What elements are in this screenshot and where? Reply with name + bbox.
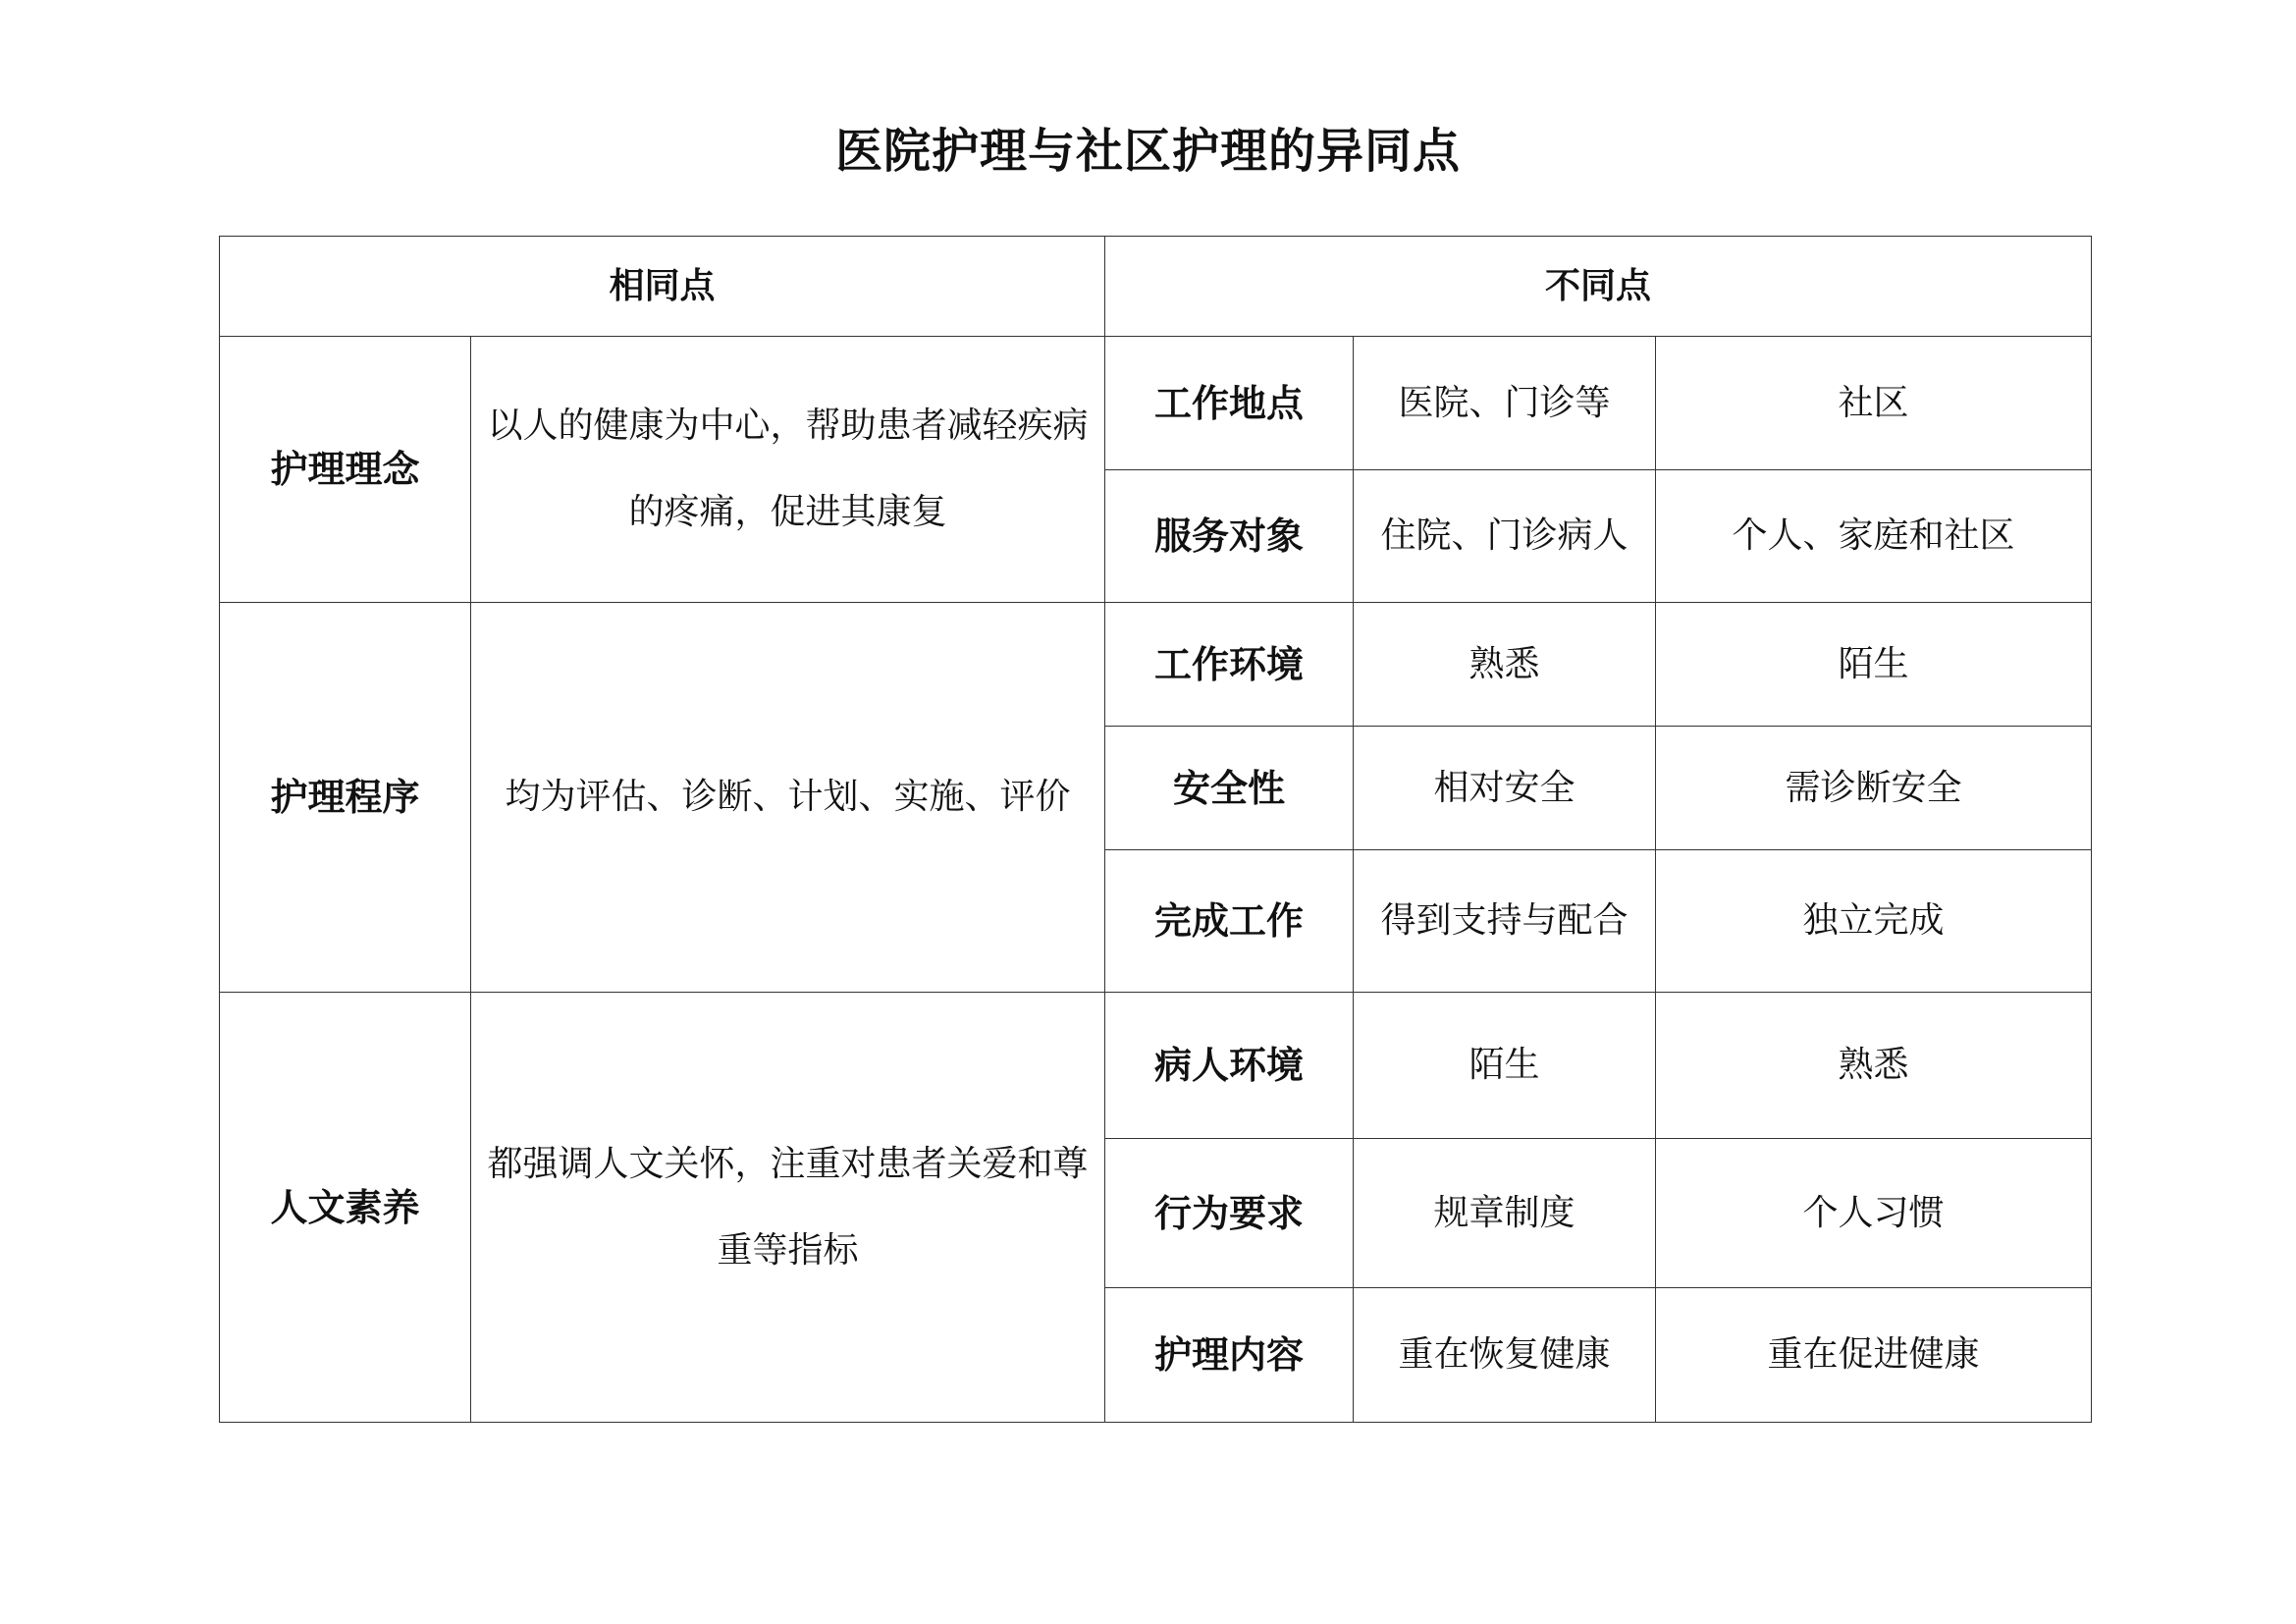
diff-aspect-6: 行为要求	[1105, 1139, 1354, 1288]
diff-community-1: 个人、家庭和社区	[1656, 470, 2092, 603]
page-title: 医院护理与社区护理的异同点	[834, 124, 1461, 179]
table-row	[220, 603, 2092, 727]
diff-hospital-5: 陌生	[1354, 993, 1656, 1139]
diff-hospital-7: 重在恢复健康	[1354, 1288, 1656, 1423]
table-row	[220, 337, 2092, 470]
same-description-2: 都强调人文关怀，注重对患者关爱和尊重等指标	[471, 993, 1105, 1423]
table-row	[220, 993, 2092, 1139]
diff-hospital-6: 规章制度	[1354, 1139, 1656, 1288]
diff-community-7: 重在促进健康	[1656, 1288, 2092, 1423]
diff-aspect-2: 工作环境	[1105, 603, 1354, 727]
same-category-2: 人文素养	[220, 993, 471, 1423]
diff-community-0: 社区	[1656, 337, 2092, 470]
diff-community-3: 需诊断安全	[1656, 727, 2092, 850]
diff-hospital-3: 相对安全	[1354, 727, 1656, 850]
diff-aspect-7: 护理内容	[1105, 1288, 1354, 1423]
same-category-0: 护理理念	[220, 337, 471, 603]
same-description-1: 均为评估、诊断、计划、实施、评价	[471, 603, 1105, 993]
same-description-0: 以人的健康为中心，帮助患者减轻疾病的疼痛，促进其康复	[471, 337, 1105, 603]
table-header-row	[220, 237, 2092, 337]
diff-hospital-1: 住院、门诊病人	[1354, 470, 1656, 603]
same-category-1: 护理程序	[220, 603, 471, 993]
diff-aspect-1: 服务对象	[1105, 470, 1354, 603]
header-different: 不同点	[1105, 237, 2092, 337]
diff-aspect-0: 工作地点	[1105, 337, 1354, 470]
diff-aspect-3: 安全性	[1105, 727, 1354, 850]
diff-aspect-5: 病人环境	[1105, 993, 1354, 1139]
diff-hospital-0: 医院、门诊等	[1354, 337, 1656, 470]
diff-community-5: 熟悉	[1656, 993, 2092, 1139]
diff-hospital-4: 得到支持与配合	[1354, 850, 1656, 993]
diff-hospital-2: 熟悉	[1354, 603, 1656, 727]
diff-aspect-4: 完成工作	[1105, 850, 1354, 993]
comparison-table	[219, 236, 2092, 1423]
header-same: 相同点	[220, 237, 1105, 337]
diff-community-6: 个人习惯	[1656, 1139, 2092, 1288]
diff-community-4: 独立完成	[1656, 850, 2092, 993]
diff-community-2: 陌生	[1656, 603, 2092, 727]
